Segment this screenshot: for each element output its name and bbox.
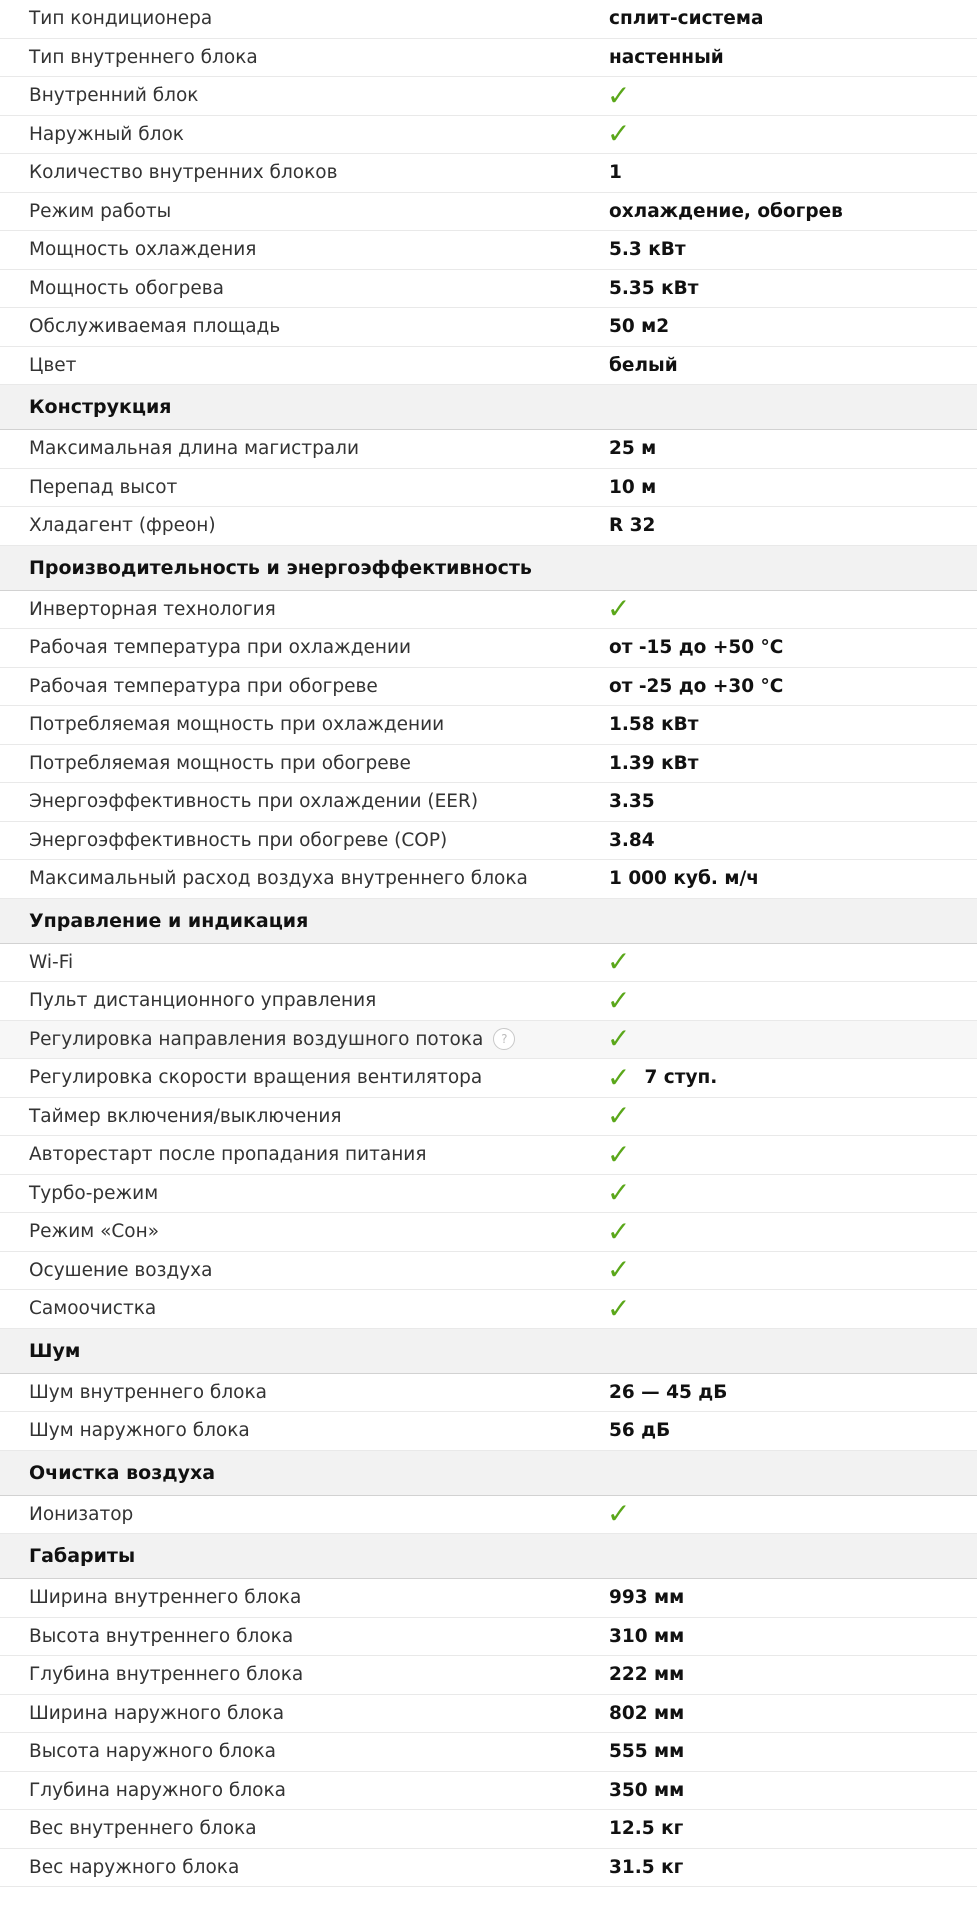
- spec-label-text: Режим «Сон»: [29, 1221, 160, 1243]
- spec-label-text: Регулировка направления воздушного потока: [29, 1028, 484, 1050]
- spec-label: [0, 124, 609, 145]
- spec-label: [0, 714, 609, 735]
- spec-value-text: 5.35 кВт: [609, 277, 699, 299]
- spec-label: [0, 1382, 609, 1403]
- spec-value: [609, 515, 977, 536]
- spec-value-text: 3.35: [609, 791, 655, 813]
- spec-value-text: 555 мм: [609, 1741, 685, 1763]
- spec-label-text: Регулировка скорости вращения вентилятора: [29, 1067, 483, 1089]
- spec-row: [0, 77, 977, 116]
- spec-value: [609, 868, 977, 889]
- spec-value-text: 1.58 кВт: [609, 714, 699, 736]
- spec-row: [0, 1733, 977, 1772]
- spec-label: [0, 515, 609, 536]
- spec-row: [0, 193, 977, 232]
- spec-value: [609, 791, 977, 812]
- spec-row: [0, 1496, 977, 1535]
- spec-row: [0, 745, 977, 784]
- spec-value: [609, 1857, 977, 1878]
- spec-label: [0, 1420, 609, 1441]
- section-header-performance: Производительность и энергоэффективность: [0, 546, 977, 591]
- spec-label-text: Тип кондиционера: [29, 8, 213, 30]
- spec-value: [609, 753, 977, 774]
- checkmark-icon: ✓: [607, 1291, 631, 1325]
- spec-value-text: 10 м: [609, 476, 657, 498]
- spec-value-extra: 7 ступ.: [644, 1067, 718, 1089]
- spec-value: [607, 117, 977, 151]
- spec-row: [0, 270, 977, 309]
- spec-row: [0, 668, 977, 707]
- spec-label-text: Пульт дистанционного управления: [29, 990, 377, 1012]
- spec-label: [0, 47, 609, 68]
- section-header-purification: Очистка воздуха: [0, 1451, 977, 1496]
- checkmark-icon: ✓: [607, 1099, 631, 1133]
- spec-label-text: Таймер включения/выключения: [29, 1105, 342, 1127]
- spec-row: [0, 1772, 977, 1811]
- spec-label-text: Мощность охлаждения: [29, 239, 257, 261]
- spec-value: [609, 47, 977, 68]
- spec-value: [607, 1060, 977, 1094]
- spec-row: [0, 1579, 977, 1618]
- spec-label: [0, 278, 609, 299]
- checkmark-icon: ✓: [607, 1137, 631, 1171]
- spec-label-text: Энергоэффективность при обогреве (COP): [29, 829, 448, 851]
- spec-row: [0, 116, 977, 155]
- spec-label-text: Рабочая температура при охлаждении: [29, 637, 412, 659]
- spec-label: [0, 868, 609, 889]
- spec-label-text: Наружный блок: [29, 123, 184, 145]
- spec-label: [0, 438, 609, 459]
- spec-value-text: 222 мм: [609, 1664, 685, 1686]
- spec-value-text: 50 м2: [609, 316, 670, 338]
- spec-row: [0, 860, 977, 899]
- spec-value: [607, 1137, 977, 1171]
- spec-value-text: 310 мм: [609, 1625, 685, 1647]
- spec-value: [607, 945, 977, 979]
- spec-label: [0, 1067, 609, 1088]
- spec-label: [0, 952, 609, 973]
- spec-label-text: Внутренний блок: [29, 85, 199, 107]
- spec-label-text: Глубина наружного блока: [29, 1779, 286, 1801]
- spec-label: [0, 1741, 609, 1762]
- spec-row: [0, 1695, 977, 1734]
- spec-value: [609, 355, 977, 376]
- spec-label-text: Перепад высот: [29, 476, 178, 498]
- spec-row: [0, 1374, 977, 1413]
- spec-label: [0, 1298, 609, 1319]
- spec-row: [0, 430, 977, 469]
- spec-row: [0, 1810, 977, 1849]
- spec-value: [607, 983, 977, 1017]
- spec-label-text: Вес наружного блока: [29, 1856, 240, 1878]
- spec-value-text: от -15 до +50 °C: [609, 637, 784, 659]
- spec-value: [607, 1022, 977, 1056]
- section-header-construction: Конструкция: [0, 385, 977, 430]
- spec-label-text: Авторестарт после пропадания питания: [29, 1144, 427, 1166]
- spec-label-text: Глубина внутреннего блока: [29, 1664, 304, 1686]
- spec-row: [0, 1412, 977, 1451]
- spec-value: [609, 1626, 977, 1647]
- spec-label: [0, 355, 609, 376]
- spec-row: [0, 1059, 977, 1098]
- spec-label: [0, 676, 609, 697]
- spec-value-text: 12.5 кг: [609, 1818, 684, 1840]
- spec-row: [0, 39, 977, 78]
- spec-label: [0, 1144, 609, 1165]
- spec-label: [0, 239, 609, 260]
- spec-value-text: 5.3 кВт: [609, 239, 686, 261]
- spec-row: [0, 1290, 977, 1329]
- spec-value: [607, 78, 977, 112]
- spec-value-text: 350 мм: [609, 1779, 685, 1801]
- spec-value: [609, 1420, 977, 1441]
- help-icon[interactable]: ?: [493, 1028, 515, 1050]
- spec-label-text: Хладагент (фреон): [29, 515, 216, 537]
- spec-label-text: Высота наружного блока: [29, 1741, 276, 1763]
- spec-label: [0, 1183, 609, 1204]
- spec-row: [0, 1136, 977, 1175]
- spec-label-text: Потребляемая мощность при охлаждении: [29, 714, 445, 736]
- spec-value: [609, 1780, 977, 1801]
- spec-label-text: Количество внутренних блоков: [29, 162, 338, 184]
- spec-label: [0, 599, 609, 620]
- spec-label: [0, 316, 609, 337]
- spec-label: [0, 1221, 609, 1242]
- spec-row: [0, 783, 977, 822]
- spec-label-text: Ширина наружного блока: [29, 1702, 285, 1724]
- spec-label: [0, 1028, 609, 1050]
- spec-label-text: Wi-Fi: [29, 951, 74, 973]
- spec-label: [0, 1106, 609, 1127]
- spec-value-text: 802 мм: [609, 1702, 685, 1724]
- spec-row: [0, 1656, 977, 1695]
- spec-label: [0, 1818, 609, 1839]
- spec-label: [0, 1703, 609, 1724]
- spec-label-text: Высота внутреннего блока: [29, 1625, 294, 1647]
- spec-value: [609, 239, 977, 260]
- spec-label-text: Рабочая температура при обогреве: [29, 675, 378, 697]
- checkmark-icon: ✓: [607, 1022, 631, 1056]
- spec-value: [609, 438, 977, 459]
- spec-label-text: Обслуживаемая площадь: [29, 316, 281, 338]
- checkmark-icon: ✓: [607, 1214, 631, 1248]
- spec-label-text: Ширина внутреннего блока: [29, 1587, 302, 1609]
- spec-value: [607, 1176, 977, 1210]
- spec-label: [0, 1587, 609, 1608]
- spec-value-text: сплит-система: [609, 8, 764, 30]
- spec-value: [609, 316, 977, 337]
- spec-row: [0, 1849, 977, 1888]
- checkmark-icon: ✓: [607, 983, 631, 1017]
- spec-value-text: 56 дБ: [609, 1420, 671, 1442]
- spec-value: [609, 1818, 977, 1839]
- spec-value: [607, 1099, 977, 1133]
- spec-label: [0, 1664, 609, 1685]
- spec-label: [0, 830, 609, 851]
- spec-row: [0, 154, 977, 193]
- spec-value-text: 31.5 кг: [609, 1856, 684, 1878]
- spec-value-text: 1 000 куб. м/ч: [609, 868, 759, 890]
- spec-row: [0, 706, 977, 745]
- spec-row: [0, 347, 977, 386]
- spec-row: [0, 591, 977, 630]
- spec-row: [0, 231, 977, 270]
- spec-row: [0, 822, 977, 861]
- spec-label-text: Шум внутреннего блока: [29, 1381, 267, 1403]
- spec-label-text: Инверторная технология: [29, 598, 276, 620]
- spec-label: [0, 1504, 609, 1525]
- spec-value-text: 1: [609, 162, 622, 184]
- checkmark-icon: ✓: [607, 1176, 631, 1210]
- spec-value: [609, 1741, 977, 1762]
- spec-row: [0, 1098, 977, 1137]
- spec-row: [0, 308, 977, 347]
- spec-label-text: Осушение воздуха: [29, 1259, 213, 1281]
- spec-label-text: Режим работы: [29, 200, 172, 222]
- spec-label: [0, 162, 609, 183]
- spec-value: [607, 592, 977, 626]
- spec-row: [0, 1021, 977, 1060]
- spec-row: [0, 1618, 977, 1657]
- spec-label-text: Энергоэффективность при охлаждении (EER): [29, 791, 479, 813]
- spec-value: [607, 1214, 977, 1248]
- checkmark-icon: ✓: [607, 1253, 631, 1287]
- spec-value: [609, 1587, 977, 1608]
- section-header-noise: Шум: [0, 1329, 977, 1374]
- spec-value-text: белый: [609, 354, 678, 376]
- spec-value: [609, 477, 977, 498]
- spec-label-text: Максимальный расход воздуха внутреннего блока: [29, 868, 528, 890]
- spec-value-text: настенный: [609, 46, 724, 68]
- spec-label: [0, 753, 609, 774]
- spec-value-text: от -25 до +30 °C: [609, 675, 784, 697]
- spec-label-text: Самоочистка: [29, 1298, 157, 1320]
- spec-value-text: охлаждение, обогрев: [609, 200, 843, 222]
- spec-value: [609, 830, 977, 851]
- section-header-control: Управление и индикация: [0, 899, 977, 944]
- spec-value: [609, 201, 977, 222]
- checkmark-icon: ✓: [607, 945, 631, 979]
- spec-row: [0, 507, 977, 546]
- spec-value: [609, 676, 977, 697]
- spec-label-text: Потребляемая мощность при обогреве: [29, 752, 411, 774]
- spec-value: [609, 162, 977, 183]
- spec-value: [607, 1497, 977, 1531]
- spec-label-text: Турбо-режим: [29, 1182, 159, 1204]
- checkmark-icon: ✓: [607, 78, 631, 112]
- spec-row: [0, 629, 977, 668]
- section-header-dimensions: Габариты: [0, 1534, 977, 1579]
- spec-value: [607, 1291, 977, 1325]
- spec-value-text: 993 мм: [609, 1587, 685, 1609]
- checkmark-icon: ✓: [607, 1497, 631, 1531]
- spec-label: [0, 791, 609, 812]
- spec-label: [0, 85, 609, 106]
- spec-value: [607, 1253, 977, 1287]
- spec-value-text: 25 м: [609, 438, 657, 460]
- spec-label-text: Цвет: [29, 354, 77, 376]
- spec-row: [0, 1213, 977, 1252]
- spec-row: [0, 944, 977, 983]
- checkmark-icon: ✓: [607, 1060, 631, 1094]
- spec-value: [609, 1703, 977, 1724]
- spec-label-text: Тип внутреннего блока: [29, 46, 258, 68]
- spec-value-text: 26 — 45 дБ: [609, 1381, 728, 1403]
- spec-label: [0, 1626, 609, 1647]
- spec-value: [609, 278, 977, 299]
- spec-value: [609, 1382, 977, 1403]
- spec-row: [0, 982, 977, 1021]
- spec-value: [609, 8, 977, 29]
- spec-label-text: Ионизатор: [29, 1503, 134, 1525]
- spec-label: [0, 1780, 609, 1801]
- spec-label-text: Мощность обогрева: [29, 277, 224, 299]
- spec-label: [0, 477, 609, 498]
- spec-value: [609, 714, 977, 735]
- spec-row: [0, 0, 977, 39]
- spec-label: [0, 1857, 609, 1878]
- spec-label-text: Максимальная длина магистрали: [29, 438, 359, 460]
- spec-label: [0, 8, 609, 29]
- spec-label-text: Шум наружного блока: [29, 1420, 250, 1442]
- spec-row: [0, 1175, 977, 1214]
- spec-value: [609, 637, 977, 658]
- spec-value: [609, 1664, 977, 1685]
- spec-value-text: 1.39 кВт: [609, 752, 699, 774]
- spec-label: [0, 201, 609, 222]
- spec-label: [0, 990, 609, 1011]
- spec-value-text: R 32: [609, 515, 656, 537]
- spec-value-text: 3.84: [609, 829, 655, 851]
- spec-row: [0, 469, 977, 508]
- checkmark-icon: ✓: [607, 117, 631, 151]
- spec-label: [0, 1260, 609, 1281]
- spec-row: [0, 1252, 977, 1291]
- spec-label: [0, 637, 609, 658]
- checkmark-icon: ✓: [607, 592, 631, 626]
- spec-label-text: Вес внутреннего блока: [29, 1818, 257, 1840]
